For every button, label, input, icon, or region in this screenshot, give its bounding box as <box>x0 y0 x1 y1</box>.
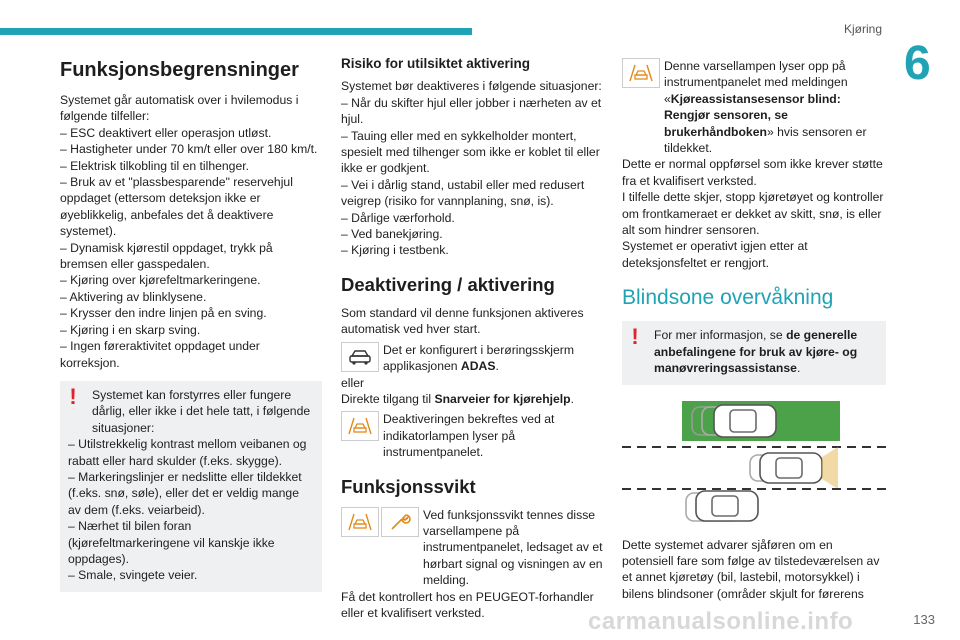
info-text: For mer informasjon, se de generelle anbefalingene for bruk av kjøre- og manøvreringsassistanse. <box>654 328 858 376</box>
lamp-row <box>622 58 886 156</box>
list-item: – Nærhet til bilen foran (kjørefeltmarkeringene vil kanskje ikke oppdages). <box>68 519 275 566</box>
column-1 <box>60 52 322 592</box>
blind-spot-illustration <box>622 399 886 523</box>
fault-text: Ved funksjonssvikt tennes disse varsellampene på instrumentpanelet, ledsaget av et hørbart signal og visningen av en melding. <box>423 507 603 588</box>
limitations-intro: Systemet går automatisk over i hvilemodus i følgende tilfeller: <box>60 93 299 124</box>
warning-bang-icon: ! <box>631 324 639 350</box>
warning-bang-icon: ! <box>69 383 77 409</box>
list-item: – Tauing eller med en sykkelholder montert, spesielt med tilhenger som ikke er koblet til eller ikke er godkjent. <box>341 128 600 176</box>
limitations-list <box>60 125 322 371</box>
confirm-text: Deaktiveringen bekreftes ved at indikatorlampen lyser på instrumentpanelet. <box>383 412 555 460</box>
list-item: – Krysser den indre linjen på en sving. <box>60 306 267 321</box>
heading-deactivation: Deaktivering / aktivering <box>341 273 555 295</box>
lane-warning-icon <box>341 507 379 537</box>
warning-intro: Systemet kan forstyrres eller fungere dårlig, eller ikke i det hele tatt, i følgende situasjoner: <box>92 387 311 435</box>
lamp-text: Denne varsellampen lyser opp på instrumentpanelet med meldingen «Kjøreassistansesensor blind: Rengjør sensoren, se brukerhåndboken» hvis sensoren er tildekket. <box>664 59 867 156</box>
or-text: eller <box>341 375 365 390</box>
heading-limitations: Funksjonsbegrensninger <box>60 59 299 81</box>
direct-access-text: Direkte tilgang til Snarveier for kjørehjelp. <box>341 391 575 406</box>
list-item: – Kjøring i en skarp sving. <box>60 322 201 337</box>
heading-blind-spot: Blindsone overvåkning <box>622 286 834 310</box>
risk-intro: Systemet bør deaktiveres i følgende situasjoner: <box>341 79 602 94</box>
column-2 <box>341 52 603 621</box>
list-item: – Vei i dårlig stand, ustabil eller med redusert veigrep (risiko for vannplaning, snø, is). <box>341 177 585 209</box>
lane-keep-icon <box>341 411 379 441</box>
deactivation-intro: Som standard vil denne funksjonen aktiveres automatisk ved hver start. <box>341 305 584 337</box>
chapter-tab <box>886 0 960 104</box>
list-item: – Dårlige værforhold. <box>341 210 455 225</box>
list-item: – Kjøring over kjørefeltmarkeringene. <box>60 273 261 288</box>
list-item: – Dynamisk kjørestil oppdaget, trykk på bremsen eller gasspedalen. <box>60 240 273 272</box>
list-item: – Elektrisk tilkobling til en tilhenger. <box>60 158 250 173</box>
wrench-icon <box>381 507 419 537</box>
lamp-line: Systemet er operativt igjen etter at deteksjonsfeltet er rengjort. <box>622 239 808 270</box>
list-item: – Hastigheter under 70 km/t eller over 180 km/t. <box>60 142 318 157</box>
section-title: Kjøring <box>843 22 882 36</box>
confirm-row <box>341 411 603 460</box>
list-item: – Ved banekjøring. <box>341 227 443 242</box>
list-item: – Bruk av et "plassbesparende" reservehjul oppdaget (ettersom deteksjon ikke er øyeblikkelig, anbefales det å deaktivere systemet). <box>60 175 293 239</box>
list-item: – Aktivering av blinklysene. <box>60 289 207 304</box>
fault-text-2: Få det kontrollert hos en PEUGEOT-forhandler eller et kvalifisert verksted. <box>341 589 594 620</box>
bsm-description: Dette systemet advarer sjåføren om en potensiell fare som følge av tilstedeværelsen av et annet kjøretøy (bil, lastebil, motorsykkel) i bilens blindsoner (områder skjult for førerens <box>622 537 880 601</box>
header-accent-bar <box>0 28 472 35</box>
list-item: – Når du skifter hjul eller jobber i nærheten av et hjul. <box>341 95 602 127</box>
column-3 <box>622 52 886 602</box>
touchscreen-row: Det er konfigurert i berøringsskjerm applikasjonen ADAS. <box>341 342 603 375</box>
lamp-line: I tilfelle dette skjer, stopp kjøretøyet og kontroller om frontkameraet er dekket av skitt, snø, is eller alt som hindrer sensoren. <box>622 190 884 238</box>
lane-warning-icon <box>622 58 660 88</box>
page-number: 133 <box>913 612 935 627</box>
chapter-number: 6 <box>904 37 931 90</box>
fault-row <box>341 507 603 589</box>
list-item: – Markeringslinjer er nedslitte eller tildekket (f.eks. snø, søle), eller det er veldig mange av dem (f.eks. veiarbeid). <box>68 469 302 517</box>
list-item: – Kjøring i testbenk. <box>341 243 449 258</box>
list-item: – ESC deaktivert eller operasjon utløst. <box>60 125 272 140</box>
heading-fault: Funksjonssvikt <box>341 475 476 497</box>
info-box <box>622 321 886 384</box>
lamp-line: Dette er normal oppførsel som ikke krever støtte fra et kvalifisert verksted. <box>622 157 883 188</box>
watermark: carmanualsonline.info <box>588 608 854 635</box>
list-item: – Smale, svingete veier. <box>68 568 198 583</box>
list-item: – Ingen føreraktivitet oppdaget under korreksjon. <box>60 339 260 370</box>
heading-risk: Risiko for utilsiktet aktivering <box>341 56 531 71</box>
warning-box <box>60 381 322 592</box>
car-top-view-icon <box>341 342 379 372</box>
list-item: – Utilstrekkelig kontrast mellom veibanen og rabatt eller hard skulder (f.eks. skygge). <box>68 437 307 468</box>
